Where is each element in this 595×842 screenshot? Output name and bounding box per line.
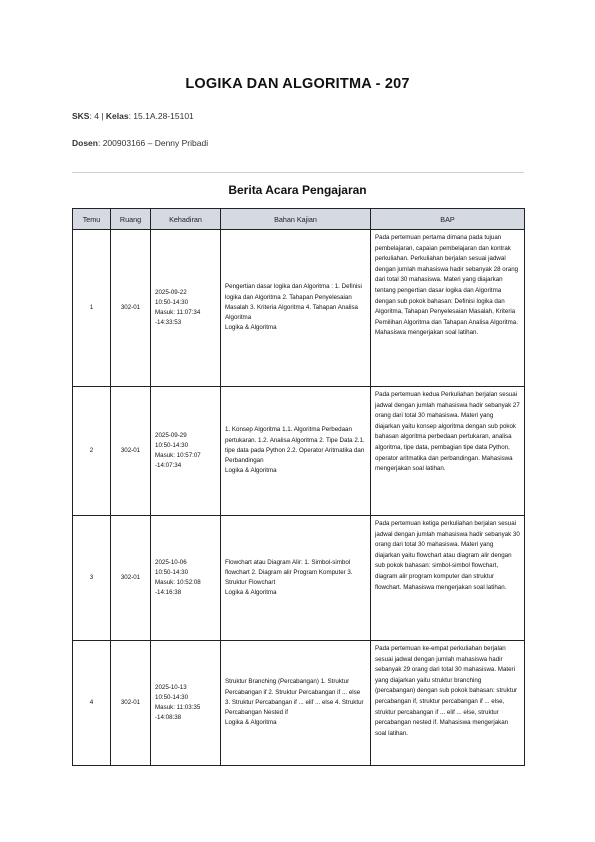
- cell-temu: 1: [73, 230, 111, 387]
- table-row: [73, 230, 525, 387]
- table-row: [73, 387, 525, 516]
- sks-label: SKS: [72, 111, 90, 121]
- cell-bahan-kajian: 1. Konsep Algoritma 1.1. Algoritma Perbedaan pertukaran. 1.2. Analisa Algoritma 2. Tipe Data 2.1. tipe data pada Python 2.2. Operator Aritmatika dan Perbandingan Logika & Algoritma: [221, 387, 371, 516]
- cell-bap: Pada pertemuan ke-empat perkuliahan berjalan sesuai jadwal dengan jumlah mahasiswa hadir sebanyak 29 orang dari total 30 mahasiswa. Materi yang diajarkan yaitu struktur branching (percabangan) dengan sub pokok bahasan: struktur percabangan if, struktur percabangan if ... else, struktur percabangan if ... elif ... else, struktur percabangan nested if. Mahasiswa mengerjakan soal latihan.: [371, 641, 525, 766]
- kelas-label: Kelas: [105, 111, 129, 121]
- cell-ruang: 302-01: [111, 230, 151, 387]
- cell-bap: Pada pertemuan pertama dimana pada tujuan pembelajaran, capaian pembelajaran dan kontrak perkuliahan. Perkuliahan berjalan sesuai jadwal dengan jumlah mahasiswa hadir sebanyak 28 orang dari total 30 mahasiswa. Materi yang diajarkan tentang pengertian dasar logika dan Algoritma dengan sub pokok bahasan: Definisi logika dan Algoritma, Tahapan Penyelesaian Masalah, Kriteria Pemilihan Algoritma dan Tahapan Analisa Algoritma. Mahasiswa mengerjakan soal latihan.: [371, 230, 525, 387]
- cell-temu: 2: [73, 387, 111, 516]
- kelas-value: : 15.1A.28-15101: [128, 111, 194, 121]
- cell-ruang: 302-01: [111, 516, 151, 641]
- sks-value: : 4 |: [89, 111, 106, 121]
- cell-temu: 3: [73, 516, 111, 641]
- cell-temu: 4: [73, 641, 111, 766]
- dosen-label: Dosen: [72, 138, 98, 148]
- column-header-bap: BAP: [371, 209, 525, 230]
- cell-kehadiran: 2025-10-06 10:50-14:30 Masuk: 10:52:08 -14:16:38: [151, 516, 221, 641]
- cell-bap: Pada pertemuan ketiga perkuliahan berjalan sesuai jadwal dengan jumlah mahasiswa hadir sebanyak 30 orang dari total 30 mahasiswa. Materi yang diajarkan yaitu flowchart atau diagram alir dengan sub pokok bahasan: simbol-simbol flowchart, diagram alir program komputer dan struktur flowchart. Mahasiswa mengerjakan soal latihan.: [371, 516, 525, 641]
- cell-bahan-kajian: Flowchart atau Diagram Alir: 1. Simbol-simbol flowchart 2. Diagram alir Program Komputer 3. Struktur Flowchart Logika & Algoritma: [221, 516, 371, 641]
- cell-bahan-kajian: Pengertian dasar logika dan Algoritma : 1. Definisi logika dan Algoritma 2. Tahapan Penyelesaian Masalah 3. Kriteria Algoritma 4. Tahapan Analisa Algoritma Logika & Algoritma: [221, 230, 371, 387]
- cell-kehadiran: 2025-10-13 10:50-14:30 Masuk: 11:03:35 -14:08:38: [151, 641, 221, 766]
- cell-kehadiran: 2025-09-29 10:50-14:30 Masuk: 10:57:07 -14:07:34: [151, 387, 221, 516]
- cell-kehadiran: 2025-09-22 10:50-14:30 Masuk: 11:07:34 -14:33:53: [151, 230, 221, 387]
- table-row: [73, 641, 525, 766]
- table-row: [73, 516, 525, 641]
- dosen-value: : 200903166 – Denny Pribadi: [97, 138, 209, 148]
- table-header-row: [73, 209, 525, 230]
- column-header-temu: Temu: [73, 209, 111, 230]
- column-header-bahan-kajian: Bahan Kajian: [221, 209, 371, 230]
- column-header-ruang: Ruang: [111, 209, 151, 230]
- course-title: LOGIKA DAN ALGORITMA - 207: [185, 76, 410, 92]
- cell-bahan-kajian: Struktur Branching (Percabangan) 1. Struktur Percabangan if 2. Struktur Percabangan if ... else 3. Struktur Percabangan if ... elif ... else 4. Struktur Percabangan Nested if Logika & Algoritma: [221, 641, 371, 766]
- cell-ruang: 302-01: [111, 387, 151, 516]
- teaching-report-table: [72, 208, 525, 766]
- cell-bap: Pada pertemuan kedua Perkuliahan berjalan sesuai jadwal dengan jumlah mahasiswa hadir sebanyak 27 orang dari total 30 mahasiswa. Materi yang diajarkan yaitu konsep algoritma dengan sub pokok bahasan algoritma perbedaan pertukaran, analisa algoritma, tipe data, pembagian tipe data Python, operator aritmatika dan perbandingan. Mahasiswa mengerjakan soal latihan.: [371, 387, 525, 516]
- column-header-kehadiran: Kehadiran: [151, 209, 221, 230]
- course-meta: [72, 111, 194, 121]
- lecturer-meta: [72, 138, 208, 148]
- section-title: Berita Acara Pengajaran: [228, 183, 367, 197]
- divider: [72, 172, 524, 173]
- cell-ruang: 302-01: [111, 641, 151, 766]
